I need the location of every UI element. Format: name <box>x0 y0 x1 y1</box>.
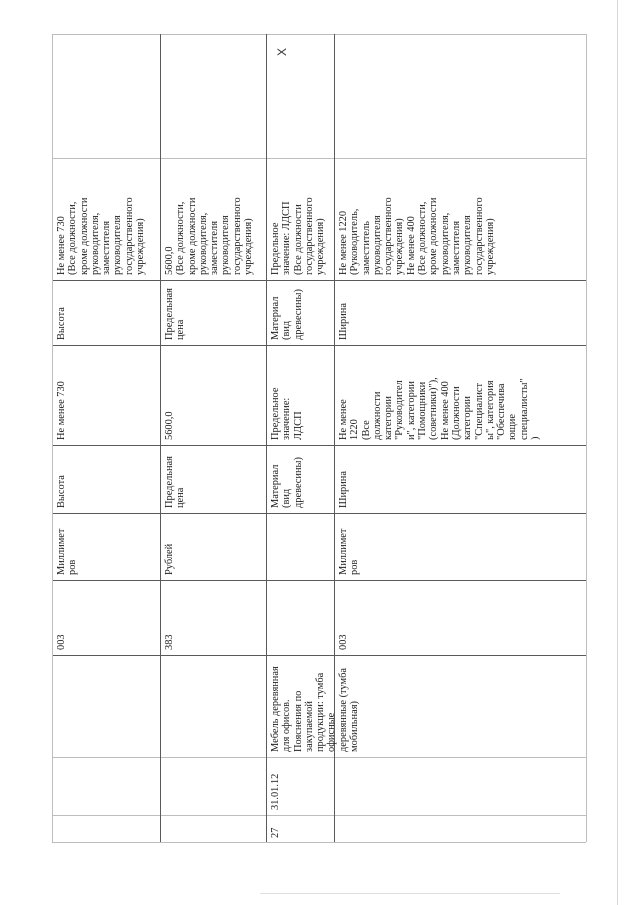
scan-edge-line <box>617 0 618 905</box>
okpd-code-cell: 31.01.12 <box>270 773 281 810</box>
characteristic-2-cell: Ширина <box>338 303 349 340</box>
characteristic-cell: Предельная цена <box>164 456 187 508</box>
characteristic-cell: Материал (вид древесины) <box>270 457 304 508</box>
value-position-cell: Предельное значение: ЛДСП (Все должности государственного учреждения) <box>270 197 327 275</box>
unit-name-cell: Миллимет ров <box>56 528 79 575</box>
value-position-cell: Не менее 730 (Все должности, кроме должности руководителя, заместителя руководителя государственного учреждения) <box>56 197 147 275</box>
row-number-cell: 27 <box>270 827 281 838</box>
table-rule <box>266 34 267 842</box>
value-category-cell: 5600,0 <box>164 411 175 440</box>
characteristic-2-cell: Материал (вид древесины) <box>270 289 304 340</box>
value-position-cell: 5600,0 (Все должности, кроме должности руководителя, заместителя руководителя государственного учреждения) <box>164 197 255 275</box>
mark-x-cell: X <box>275 47 289 56</box>
table-rule <box>52 757 586 758</box>
item-name-cell: Мебель деревянная для офисов. Пояснения по закупаемой продукции: тумба офисные деревянные (тумба мобильная) <box>270 666 361 752</box>
value-category-cell: Не менее 730 <box>56 381 67 440</box>
unit-code-cell: 383 <box>164 634 175 650</box>
value-category-cell: Не менее 1220 (Все должности категории "Руководител и", категории "Помощники (советники)"), Не менее 400 (Должности категории "Специалист ы", категория "Обеспечива ющие специалисты" ) <box>338 377 542 440</box>
characteristic-cell: Ширина <box>338 471 349 508</box>
table-rule <box>52 580 586 581</box>
table-rule <box>52 280 586 281</box>
unit-name-cell: Миллимет ров <box>338 528 361 575</box>
characteristic-cell: Высота <box>56 475 67 508</box>
value-category-cell: Предельное значение: ЛДСП <box>270 387 304 440</box>
table-rule <box>160 34 161 842</box>
table-rule <box>52 842 586 843</box>
characteristic-2-cell: Предельная цена <box>164 288 187 340</box>
unit-name-cell: Рублей <box>164 543 175 575</box>
table-rule <box>52 34 586 35</box>
table-rule <box>52 513 586 514</box>
table-rule <box>52 34 53 842</box>
unit-code-cell: 003 <box>338 634 349 650</box>
scan-bottom-line <box>260 893 560 894</box>
value-position-cell: Не менее 1220 (Руководитель, заместитель руководителя государственного учреждения) Не менее 400 (Все должности, кроме должности руководителя, заместителя руководителя государственного учреждения) <box>338 197 496 275</box>
table-rule <box>52 815 586 816</box>
table-rule <box>52 445 586 446</box>
characteristic-2-cell: Высота <box>56 307 67 340</box>
table-rule <box>586 34 587 842</box>
unit-code-cell: 003 <box>56 634 67 650</box>
